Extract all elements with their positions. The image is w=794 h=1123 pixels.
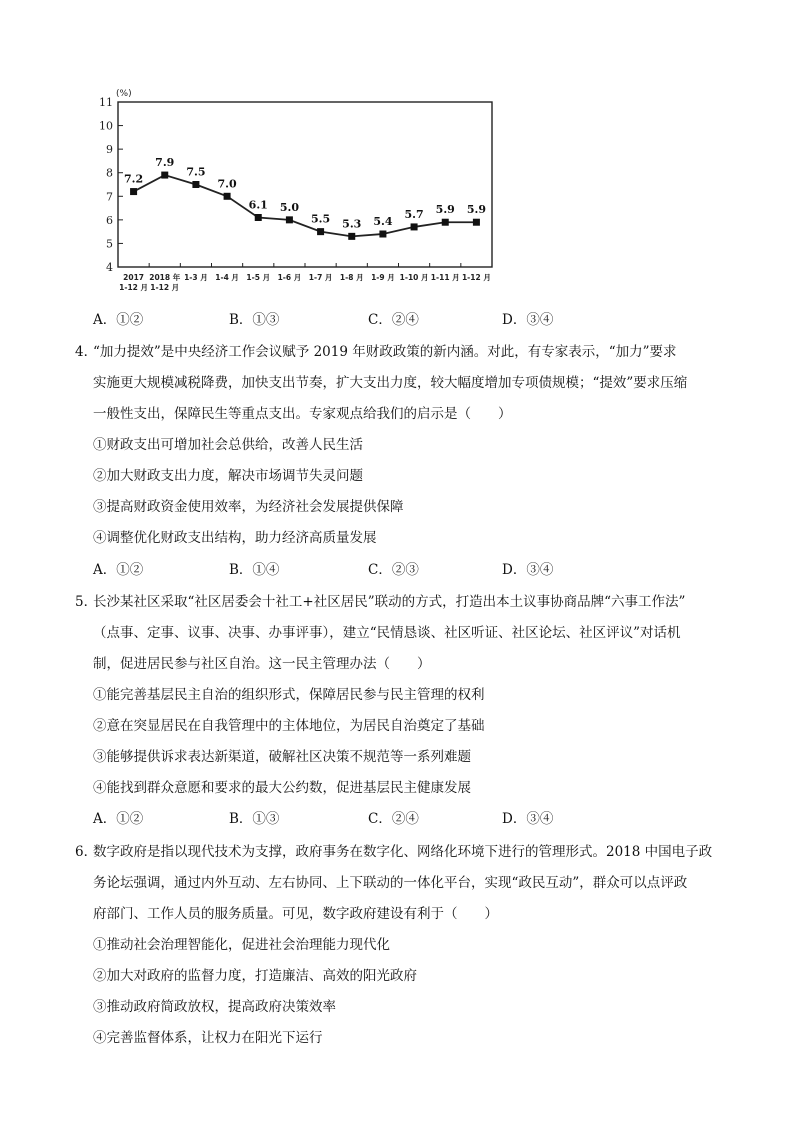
y-tick-label: 8 [106,166,113,180]
data-label: 6.1 [248,198,268,212]
q4-option-a[interactable]: A．①② [93,562,144,578]
q4-number: 4． [75,344,98,360]
q4-stem-line-3: 一般性支出，保障民生等重点支出。专家观点给我们的启示是（ ） [93,406,512,422]
data-label: 5.9 [435,203,455,217]
q5-item-2: ②意在突显居民在自我管理中的主体地位，为居民自治奠定了基础 [93,718,485,734]
q5-option-c[interactable]: C．②④ [368,811,419,827]
q4-item-2: ②加大财政支出力度，解决市场调节失灵问题 [93,468,363,484]
data-label: 5.7 [404,207,424,221]
q5-option-b[interactable]: B．①③ [229,811,280,827]
y-tick-label: 10 [99,119,113,133]
q3-option-b[interactable]: B．①③ [229,312,280,328]
y-tick-label: 9 [106,143,113,157]
data-point [473,219,480,226]
x-tick-label: 1-5 月 [246,273,271,282]
x-tick-label: 1-6 月 [277,273,302,282]
data-label: 5.3 [342,217,362,231]
q6-stem-line-1: 数字政府是指以现代技术为支撑，政府事务在数字化、网络化环境下进行的管理形式。2018 中国电子政 [93,844,713,860]
x-tick-label: 1-8 月 [339,273,364,282]
q6-item-2: ②加大对政府的监督力度，打造廉洁、高效的阳光政府 [93,968,417,984]
plot-frame [118,102,492,267]
q5-option-d[interactable]: D．③④ [502,811,554,827]
data-point [411,223,418,230]
x-tick-label: 1-3 月 [184,273,208,282]
x-tick-label: 1-12 月 [461,273,491,282]
data-label: 7.5 [186,165,206,179]
y-tick-label: 7 [106,190,113,204]
q5-item-3: ③能够提供诉求表达新渠道，破解社区决策不规范等一系列难题 [93,749,471,765]
q5-stem-line-3: 制，促进居民参与社区自治。这一民主管理办法（ ） [93,656,431,672]
q4-stem-line-2: 实施更大规模减税降费，加快支出节奏，扩大支出力度，较大幅度增加专项债规模；“提效”要求压缩 [93,375,688,391]
x-tick-label: 1-4 月 [215,273,239,282]
data-point [348,233,355,240]
x-tick-label: 2018 年 [149,273,181,282]
q4-item-3: ③提高财政资金使用效率，为经济社会发展提供保障 [93,499,404,515]
data-point [442,219,449,226]
q3-option-a[interactable]: A．①② [93,312,144,328]
y-tick-label: 6 [106,213,113,227]
chart-svg [84,82,504,300]
data-label: 5.0 [279,200,299,214]
data-point [286,216,293,223]
x-tick-label: 1-11 月 [430,273,460,282]
data-point [192,181,199,188]
q4-option-c[interactable]: C．②③ [368,562,419,578]
y-unit-label: (%) [116,89,132,99]
q5-option-a[interactable]: A．①② [93,811,144,827]
x-tick-label: 1-9 月 [371,273,395,282]
data-point [379,231,386,238]
data-label: 7.2 [124,172,144,186]
q5-item-4: ④能找到群众意愿和要求的最大公约数，促进基层民主健康发展 [93,780,471,796]
data-point [130,188,137,195]
q6-item-4: ④完善监督体系，让权力在阳光下运行 [93,1030,323,1046]
x-tick-label: 1-10 月 [399,273,429,282]
x-tick-label-line2: 1-12 月 [119,283,149,292]
q5-number: 5． [75,594,98,610]
data-point [317,228,324,235]
q5-item-1: ①能完善基层民主自治的组织形式，保障居民参与民主管理的权利 [93,687,485,703]
q6-stem-line-3: 府部门、工作人员的服务质量。可见，数字政府建设有利于（ ） [93,906,498,922]
data-label: 5.9 [466,203,486,217]
series-line [134,175,477,236]
q3-option-d[interactable]: D．③④ [502,312,554,328]
data-point [161,172,168,179]
y-tick-label: 11 [99,96,113,109]
x-tick-label: 2017 [123,273,145,282]
q4-stem-line-1: “加力提效”是中央经济工作会议赋予 2019 年财政政策的新内涵。对此，有专家表示，“加力”要求 [93,344,677,360]
q4-item-1: ①财政支出可增加社会总供给，改善人民生活 [93,437,363,453]
y-tick-label: 4 [106,261,113,274]
data-label: 5.4 [373,215,393,228]
q3-option-c[interactable]: C．②④ [368,312,419,328]
q5-stem-line-1: 长沙某社区采取“社区居委会十社工+社区居民”联动的方式，打造出本土议事协商品牌“六事工作法” [93,594,686,610]
q6-item-3: ③推动政府简政放权，提高政府决策效率 [93,999,336,1015]
q4-item-4: ④调整优化财政支出结构，助力经济高质量发展 [93,530,377,546]
x-tick-label: 1-7 月 [308,273,333,282]
data-label: 5.5 [311,212,331,226]
q6-number: 6． [75,844,98,860]
data-label: 7.0 [217,177,237,191]
q6-item-1: ①推动社会治理智能化，促进社会治理能力现代化 [93,937,390,953]
y-tick-label: 5 [106,237,113,251]
data-point [224,193,231,200]
q6-stem-line-2: 务论坛强调，通过内外互动、左右协同、上下联动的一体化平台，实现“政民互动”，群众可以点评政 [93,875,688,891]
data-point [255,214,262,221]
growth-line-chart [84,82,504,300]
q4-option-b[interactable]: B．①④ [229,562,280,578]
q4-option-d[interactable]: D．③④ [502,562,554,578]
data-label: 7.9 [155,156,175,170]
x-tick-label-line2: 1-12 月 [150,283,180,292]
q5-stem-line-2: （点事、定事、议事、决事、办事评事），建立“民情恳谈、社区听证、社区论坛、社区评议”对话机 [93,625,681,641]
